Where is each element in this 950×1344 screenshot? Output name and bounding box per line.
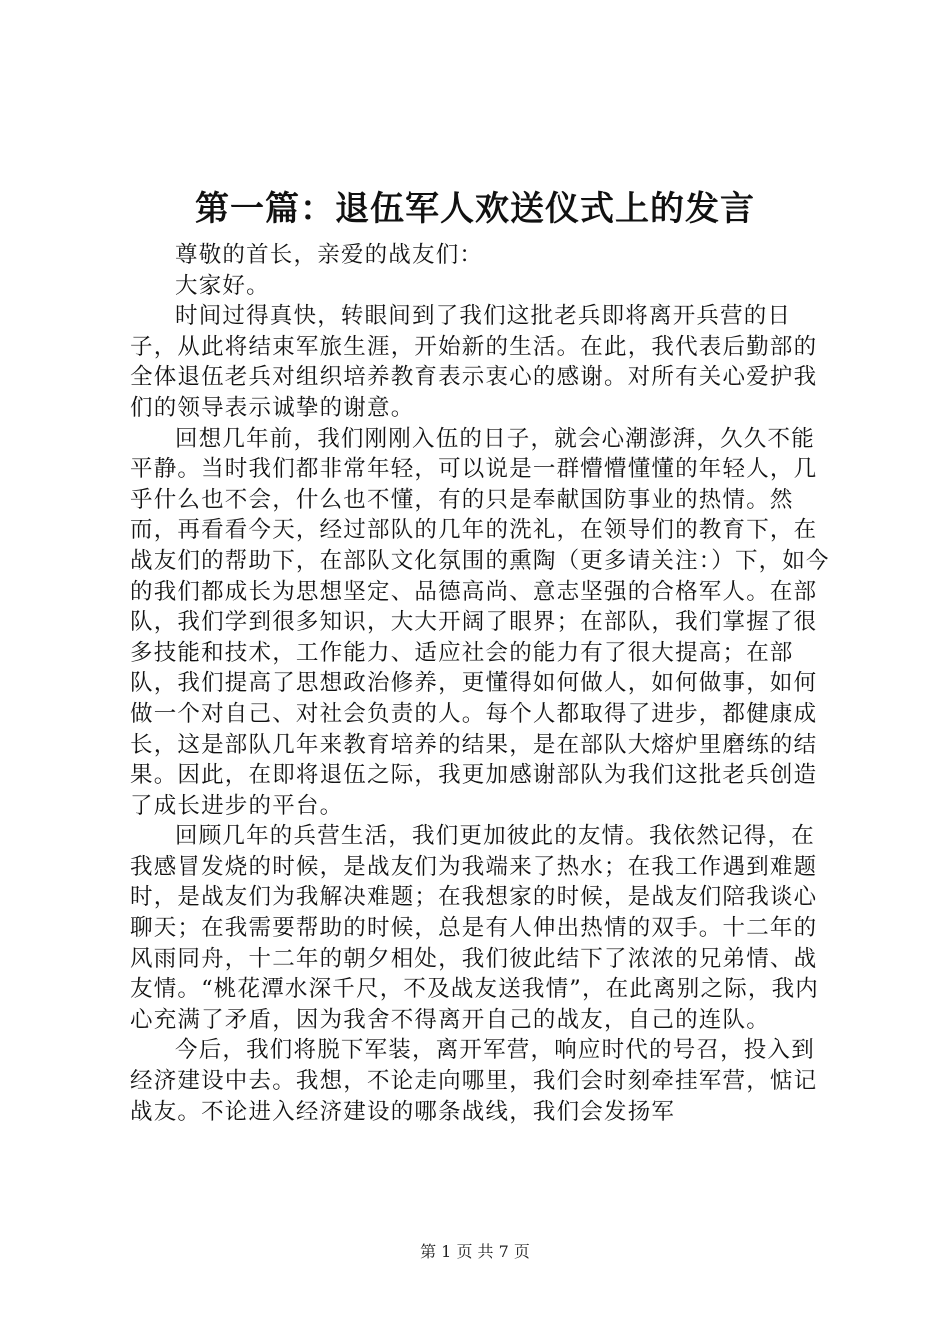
paragraph: 大家好。 — [175, 272, 270, 299]
paragraph: 时间过得真快，转眼间到了我们这批老兵即将离开兵营的日子，从此将结束军旅生涯，开始新的生活。在此，我代表后勤部的全体退伍老兵对组织培养教育表示衷心的感谢。对所有关心爱护我们的领导表示诚挚的谢意。 — [130, 303, 818, 421]
document-title: 第一篇：退伍军人欢送仪式上的发言 — [195, 189, 755, 229]
paragraph: 尊敬的首长，亲爱的战友们： — [175, 242, 484, 268]
page-footer: 第 1 页 共 7 页 — [420, 1242, 530, 1261]
paragraph: 回顾几年的兵营生活，我们更加彼此的友情。我依然记得，在我感冒发烧的时候，是战友们为我端来了热水；在我工作遇到难题时，是战友们为我解决难题；在我想家的时候，是战友们陪我谈心聊天；在我需要帮助的时候，总是有人伸出热情的双手。十二年的风雨同舟，十二年的朝夕相处，我们彼此结下了浓浓的兄弟情、战友情。“桃花潭水深千尺，不及战友送我情”，在此离别之际，我内心充满了矛盾，因为我舍不得离开自己的战友，自己的连队。 — [130, 823, 820, 1033]
paragraph: 今后，我们将脱下军装，离开军营，响应时代的号召，投入到经济建设中去。我想，不论走向哪里，我们会时刻牵挂军营，惦记战友。不论进入经济建设的哪条战线，我们会发扬军 — [130, 1037, 818, 1125]
paragraph: 回想几年前，我们刚刚入伍的日子，就会心潮澎湃，久久不能平静。当时我们都非常年轻，可以说是一群懵懵懂懂的年轻人，几乎什么也不会，什么也不懂，有的只是奉献国防事业的热情。然而，再看看今天，经过部队的几年的洗礼，在领导们的教育下，在战友们的帮助下，在部队文化氛围的熏陶（更多请关注：）下，如今的我们都成长为思想坚定、品德高尚、意志坚强的合格军人。在部队，我们学到很多知识，大大开阔了眼界；在部队，我们掌握了很多技能和技术，工作能力、适应社会的能力有了很大提高；在部队，我们提高了思想政治修养，更懂得如何做人，如何做事，如何做一个对自己、对社会负责的人。每个人都取得了进步，都健康成长，这是部队几年来教育培养的结果，是在部队大熔炉里磨练的结果。因此，在即将退伍之际，我更加感谢部队为我们这批老兵创造了成长进步的平台。 — [130, 425, 830, 819]
document-body — [130, 240, 830, 1127]
